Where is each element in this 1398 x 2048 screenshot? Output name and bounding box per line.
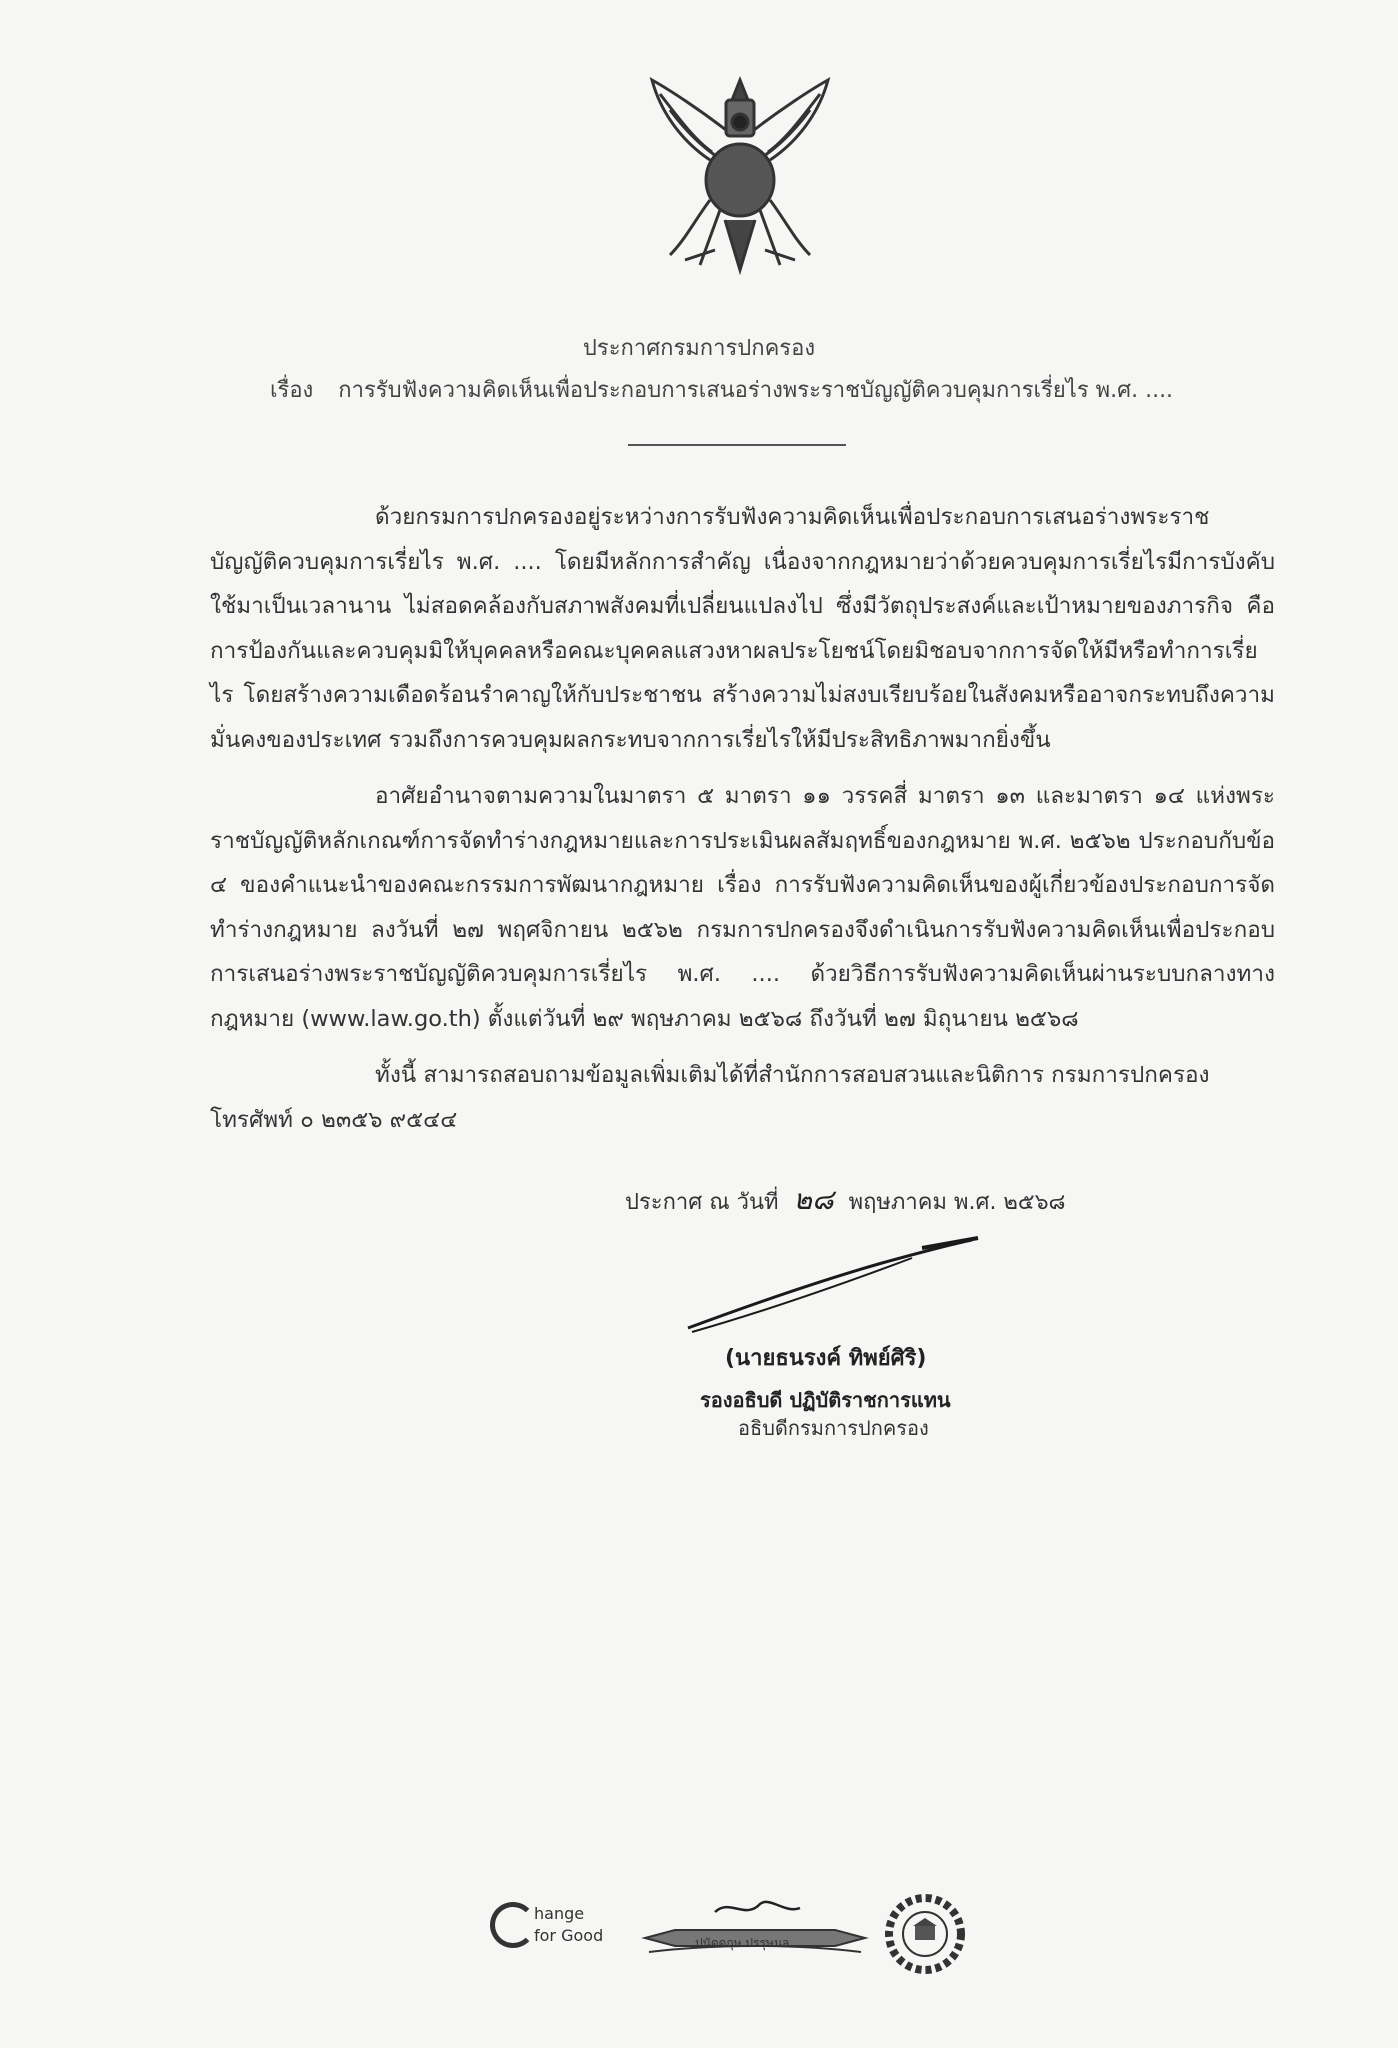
garuda-emblem-icon: [640, 70, 840, 280]
handwritten-signature: [682, 1228, 982, 1338]
subject-label: เรื่อง: [270, 378, 314, 403]
paragraph-authority: อาศัยอำนาจตามความในมาตรา ๕ มาตรา ๑๑ วรรคสี่ มาตรา ๑๓ และมาตรา ๑๔ แห่งพระราชบัญญัติหลักเกณฑ์การจัดทำร่างกฎหมายและการประเมินผลสัมฤทธิ์ของกฎหมาย พ.ศ. ๒๕๖๒ ประกอบกับข้อ ๔ ของคำแนะนำของคณะกรรมการพัฒนากฎหมาย เรื่อง การรับฟังความคิดเห็นของผู้เกี่ยวข้องประกอบการจัดทำร่างกฎหมาย ลงวันที่ ๒๗ พฤศจิกายน ๒๕๖๒ กรมการปกครองจึงดำเนินการรับฟังความคิดเห็นเพื่อประกอบการเสนอร่างพระราชบัญญัติควบคุมการเรี่ยไร พ.ศ. .... ด้วยวิธีการรับฟังความคิดเห็นผ่านระบบกลางทางกฎหมาย (www.law.go.th) ตั้งแต่วันที่ ๒๙ พฤษภาคม ๒๕๖๘ ถึงวันที่ ๒๗ มิถุนายน ๒๕๖๘: [210, 783, 1275, 1032]
paragraph-contact-info: ทั้งนี้ สามารถสอบถามข้อมูลเพิ่มเติมได้ที่สำนักการสอบสวนและนิติการ กรมการปกครอง: [375, 1062, 1210, 1088]
announce-day: ๒๘: [793, 1183, 834, 1216]
department-seal-icon: [885, 1894, 965, 1974]
change-for-good-logo: [490, 1902, 630, 1962]
subject-line: [270, 372, 1270, 407]
signer-name: (นายธนรงค์ ทิพย์ศิริ): [725, 1346, 927, 1371]
signature-banner-logo: [635, 1890, 875, 1962]
footer-logos: [0, 1890, 1398, 1990]
contact-phone: โทรศัพท์ ๐ ๒๓๕๖ ๙๕๔๔: [210, 1106, 458, 1133]
subject-text: การรับฟังความคิดเห็นเพื่อประกอบการเสนอร่างพระราชบัญญัติควบคุมการเรี่ยไร พ.ศ. ....: [338, 378, 1174, 403]
divider: [628, 444, 846, 446]
announce-prefix: ประกาศ ณ วันที่: [625, 1190, 779, 1215]
signer-title: รองอธิบดี ปฏิบัติราชการแทน: [700, 1388, 951, 1412]
announce-date: [625, 1178, 1066, 1222]
paragraph-purpose: ด้วยกรมการปกครองอยู่ระหว่างการรับฟังความคิดเห็นเพื่อประกอบการเสนอร่างพระราชบัญญัติควบคุมการเรี่ยไร พ.ศ. .... โดยมีหลักการสำคัญ เนื่องจากกฎหมายว่าด้วยควบคุมการเรี่ยไรมีการบังคับใช้มาเป็นเวลานาน ไม่สอดคล้องกับสภาพสังคมที่เปลี่ยนแปลงไป ซึ่งมีวัตถุประสงค์และเป้าหมายของภารกิจ คือ การป้องกันและควบคุมมิให้บุคคลหรือคณะบุคคลแสวงหาผลประโยชน์โดยมิชอบจากการจัดให้มีหรือทำการเรี่ยไร โดยสร้างความเดือดร้อนรำคาญให้กับประชาชน สร้างความไม่สงบเรียบร้อยในสังคมหรืออาจกระทบถึงความมั่นคงของประเทศ รวมถึงการควบคุมผลกระทบจากการเรี่ยไรให้มีประสิทธิภาพมากยิ่งขึ้น: [210, 504, 1275, 753]
cfg-line2: for Good: [534, 1926, 604, 1945]
banner-caption: ปนัดดกุษ ปรรุษนล: [695, 1936, 790, 1950]
signer-title-dept: อธิบดีกรมการปกครอง: [738, 1416, 929, 1440]
announce-suffix: พฤษภาคม พ.ศ. ๒๕๖๘: [848, 1190, 1066, 1215]
page-title: ประกาศกรมการปกครอง: [582, 336, 816, 361]
cfg-line1: hange: [534, 1904, 585, 1923]
document-body: [210, 495, 1275, 1142]
change-c-icon: [490, 1902, 536, 1948]
